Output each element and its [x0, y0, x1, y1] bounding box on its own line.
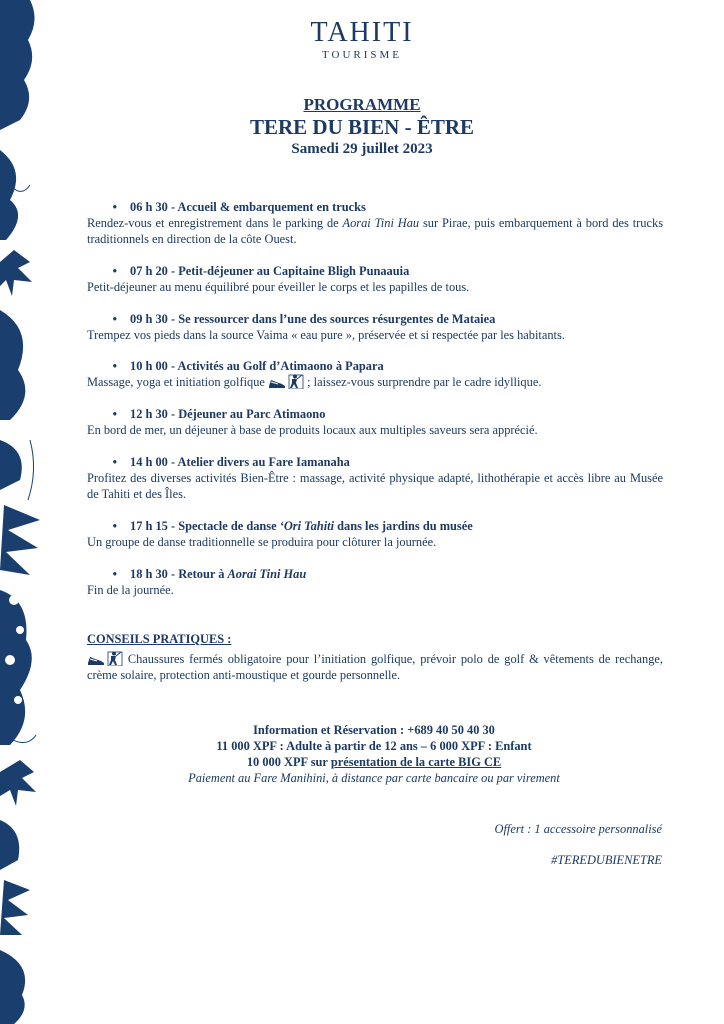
- page-title: TERE DU BIEN - ÊTRE: [249, 115, 475, 139]
- schedule-item-title: • 07 h 20 - Petit-déjeuner au Capitaine Bligh Punaauia: [112, 263, 410, 278]
- schedule-time: 18 h 30: [130, 566, 168, 581]
- schedule-time: 12 h 30: [130, 407, 168, 422]
- schedule-item: [87, 406, 663, 438]
- schedule-item-desc: Trempez vos pieds dans la source Vaima « eau pure », préservée et si respectée par les habitants.: [87, 327, 565, 342]
- offer-text: Offert : 1 accessoire personnalisé: [494, 822, 662, 836]
- payment-line: Paiement au Fare Manihini, à distance par carte bancaire ou par virement: [188, 771, 560, 785]
- schedule-item-desc: En bord de mer, un déjeuner à base de produits locaux aux multiples saveurs sera apprécié.: [87, 423, 538, 438]
- schedule-item: [87, 454, 663, 502]
- schedule-time: 10 h 00: [130, 359, 168, 374]
- practical-advice-text: Chaussures fermés obligatoire pour l’initiation golfique, prévoir polo de golf & vêtements de rechange, crème solaire, protection anti-moustique et gourde personnelle.: [87, 652, 663, 682]
- schedule-item-title: • 10 h 00 - Activités au Golf d’Atimaono à Papara: [112, 359, 384, 374]
- event-date: Samedi 29 juillet 2023: [291, 141, 433, 157]
- schedule-item-desc: Profitez des diverses activités Bien-Être : massage, activité physique adapté, lithothérapie et accès libre au Musée de Tahiti et des Îles.: [87, 470, 663, 501]
- schedule-item-title: • 06 h 30 - Accueil & embarquement en trucks: [112, 200, 366, 214]
- ce-price-line: 10 000 XPF sur présentation de la carte BIG CE: [246, 755, 502, 769]
- practical-advice-title: CONSEILS PRATIQUES :: [87, 632, 232, 646]
- tahiti-tourisme-logo: [0, 16, 724, 61]
- schedule-item: [87, 199, 663, 247]
- schedule-item-title: • 12 h 30 - Déjeuner au Parc Atimaono: [112, 407, 326, 422]
- schedule-item: [87, 518, 663, 550]
- reservation-line: Information et Réservation : +689 40 50 40 30: [253, 723, 495, 737]
- price-line: 11 000 XPF : Adulte à partir de 12 ans – 6 000 XPF : Enfant: [216, 739, 532, 753]
- schedule-time: 17 h 15: [130, 518, 168, 533]
- schedule-item: [87, 358, 663, 390]
- schedule-item-title: • 14 h 00 - Atelier divers au Fare Iamanaha: [112, 454, 350, 469]
- schedule-item: [87, 566, 663, 598]
- info-block: [0, 722, 724, 786]
- logo-sub-text: TOURISME: [321, 49, 403, 61]
- schedule-time: 09 h 30: [130, 311, 168, 326]
- schedule-item-desc: Fin de la journée.: [87, 582, 174, 597]
- programme-label: PROGRAMME: [303, 95, 421, 114]
- schedule-item-desc: Massage, yoga et initiation golfique ; laissez-vous surprendre par le cadre idyllique.: [87, 375, 542, 390]
- shoe-golfer-icon: [268, 374, 304, 389]
- schedule-time: 14 h 00: [130, 454, 168, 469]
- schedule-item-desc: Petit-déjeuner au menu équilibré pour éveiller le corps et les papilles de tous.: [87, 279, 470, 294]
- schedule-item-desc: Un groupe de danse traditionnelle se produira pour clôturer la journée.: [87, 534, 437, 549]
- schedule-item-title: • 09 h 30 - Se ressourcer dans l’une des sources résurgentes de Mataiea: [112, 311, 496, 326]
- schedule-item-desc: Rendez-vous et enregistrement dans le parking de Aorai Tini Hau sur Pirae, puis embarquement à bord des trucks traditionnels en direction de la côte Ouest.: [87, 216, 664, 246]
- schedule-item-title: • 18 h 30 - Retour à Aorai Tini Hau: [112, 566, 307, 581]
- schedule-time: 06 h 30: [130, 200, 168, 214]
- schedule-item: [87, 311, 663, 343]
- title-block: [0, 95, 724, 159]
- schedule-time: 07 h 20: [130, 263, 168, 278]
- shoe-golfer-icon: [87, 651, 123, 666]
- practical-advice: [87, 631, 663, 683]
- logo-main-text: TAHITI: [310, 17, 414, 48]
- schedule-item: [87, 263, 663, 295]
- schedule-list: [87, 199, 663, 613]
- hashtag-text: #TEREDUBIENETRE: [551, 853, 662, 867]
- schedule-item-title: • 17 h 15 - Spectacle de danse ‘Ori Tahiti dans les jardins du musée: [112, 518, 473, 533]
